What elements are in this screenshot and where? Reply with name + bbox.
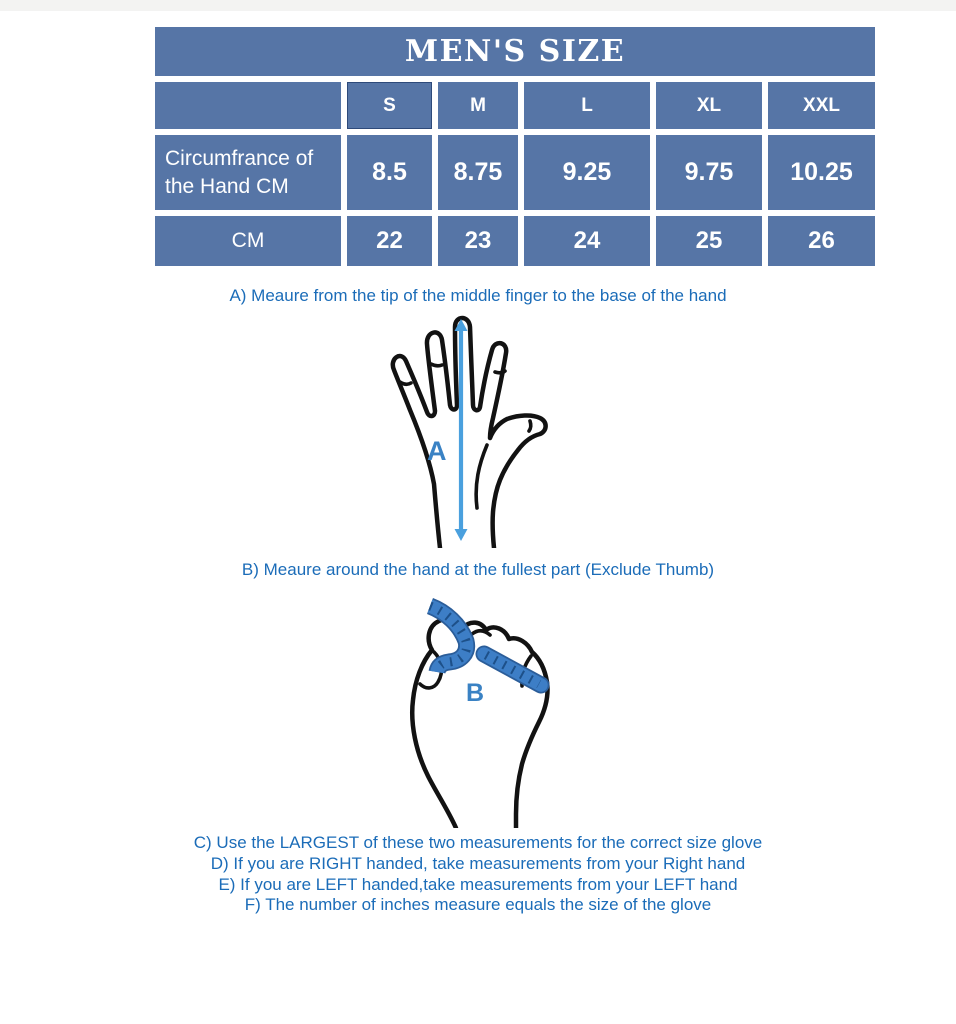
circumference-value-xl: 9.75 [656, 135, 762, 210]
circumference-value-s: 8.5 [347, 135, 432, 210]
cm-value-m: 23 [438, 216, 518, 266]
column-header-xl: XL [656, 82, 762, 129]
circumference-value-l: 9.25 [524, 135, 650, 210]
instruction-b: B) Meaure around the hand at the fullest part (Exclude Thumb) [241, 560, 715, 579]
ring-finger-crease [431, 364, 442, 366]
cm-value-xxl: 26 [768, 216, 875, 266]
instruction-f: F) The number of inches measure equals the size of the glove [244, 895, 712, 915]
cm-value-xl: 25 [656, 216, 762, 266]
cm-value-s: 22 [347, 216, 432, 266]
instruction-d: D) If you are RIGHT handed, take measurements from your Right hand [210, 853, 746, 873]
open-hand-outline [393, 318, 546, 548]
column-header-l: L [524, 82, 650, 129]
column-header-s: S [347, 82, 432, 129]
hand-length-illustration [360, 312, 600, 548]
row-label-cm: CM [155, 216, 341, 266]
circumference-value-m: 8.75 [438, 135, 518, 210]
cm-value-l: 24 [524, 216, 650, 266]
table-title: MEN'S SIZE [155, 27, 875, 76]
table-corner-cell [155, 82, 341, 129]
mens-size-table [155, 27, 875, 266]
circumference-value-xxl: 10.25 [768, 135, 875, 210]
index-finger-crease [495, 371, 505, 373]
instruction-list [0, 833, 956, 916]
page-top-edge [0, 0, 956, 11]
column-header-m: M [438, 82, 518, 129]
instruction-a: A) Meaure from the tip of the middle finger to the base of the hand [229, 286, 727, 305]
column-header-xxl: XXL [768, 82, 875, 129]
fist-circumference-illustration [382, 592, 594, 828]
thumb-crease [529, 421, 531, 431]
fist-b-label: B [466, 679, 485, 707]
instruction-c: C) Use the LARGEST of these two measurements for the correct size glove [193, 833, 763, 852]
row-label-circumference: Circumfrance of the Hand CM [155, 135, 341, 210]
hand-a-label: A [427, 436, 447, 466]
instruction-e: E) If you are LEFT handed,take measurements from your LEFT hand [218, 874, 738, 894]
